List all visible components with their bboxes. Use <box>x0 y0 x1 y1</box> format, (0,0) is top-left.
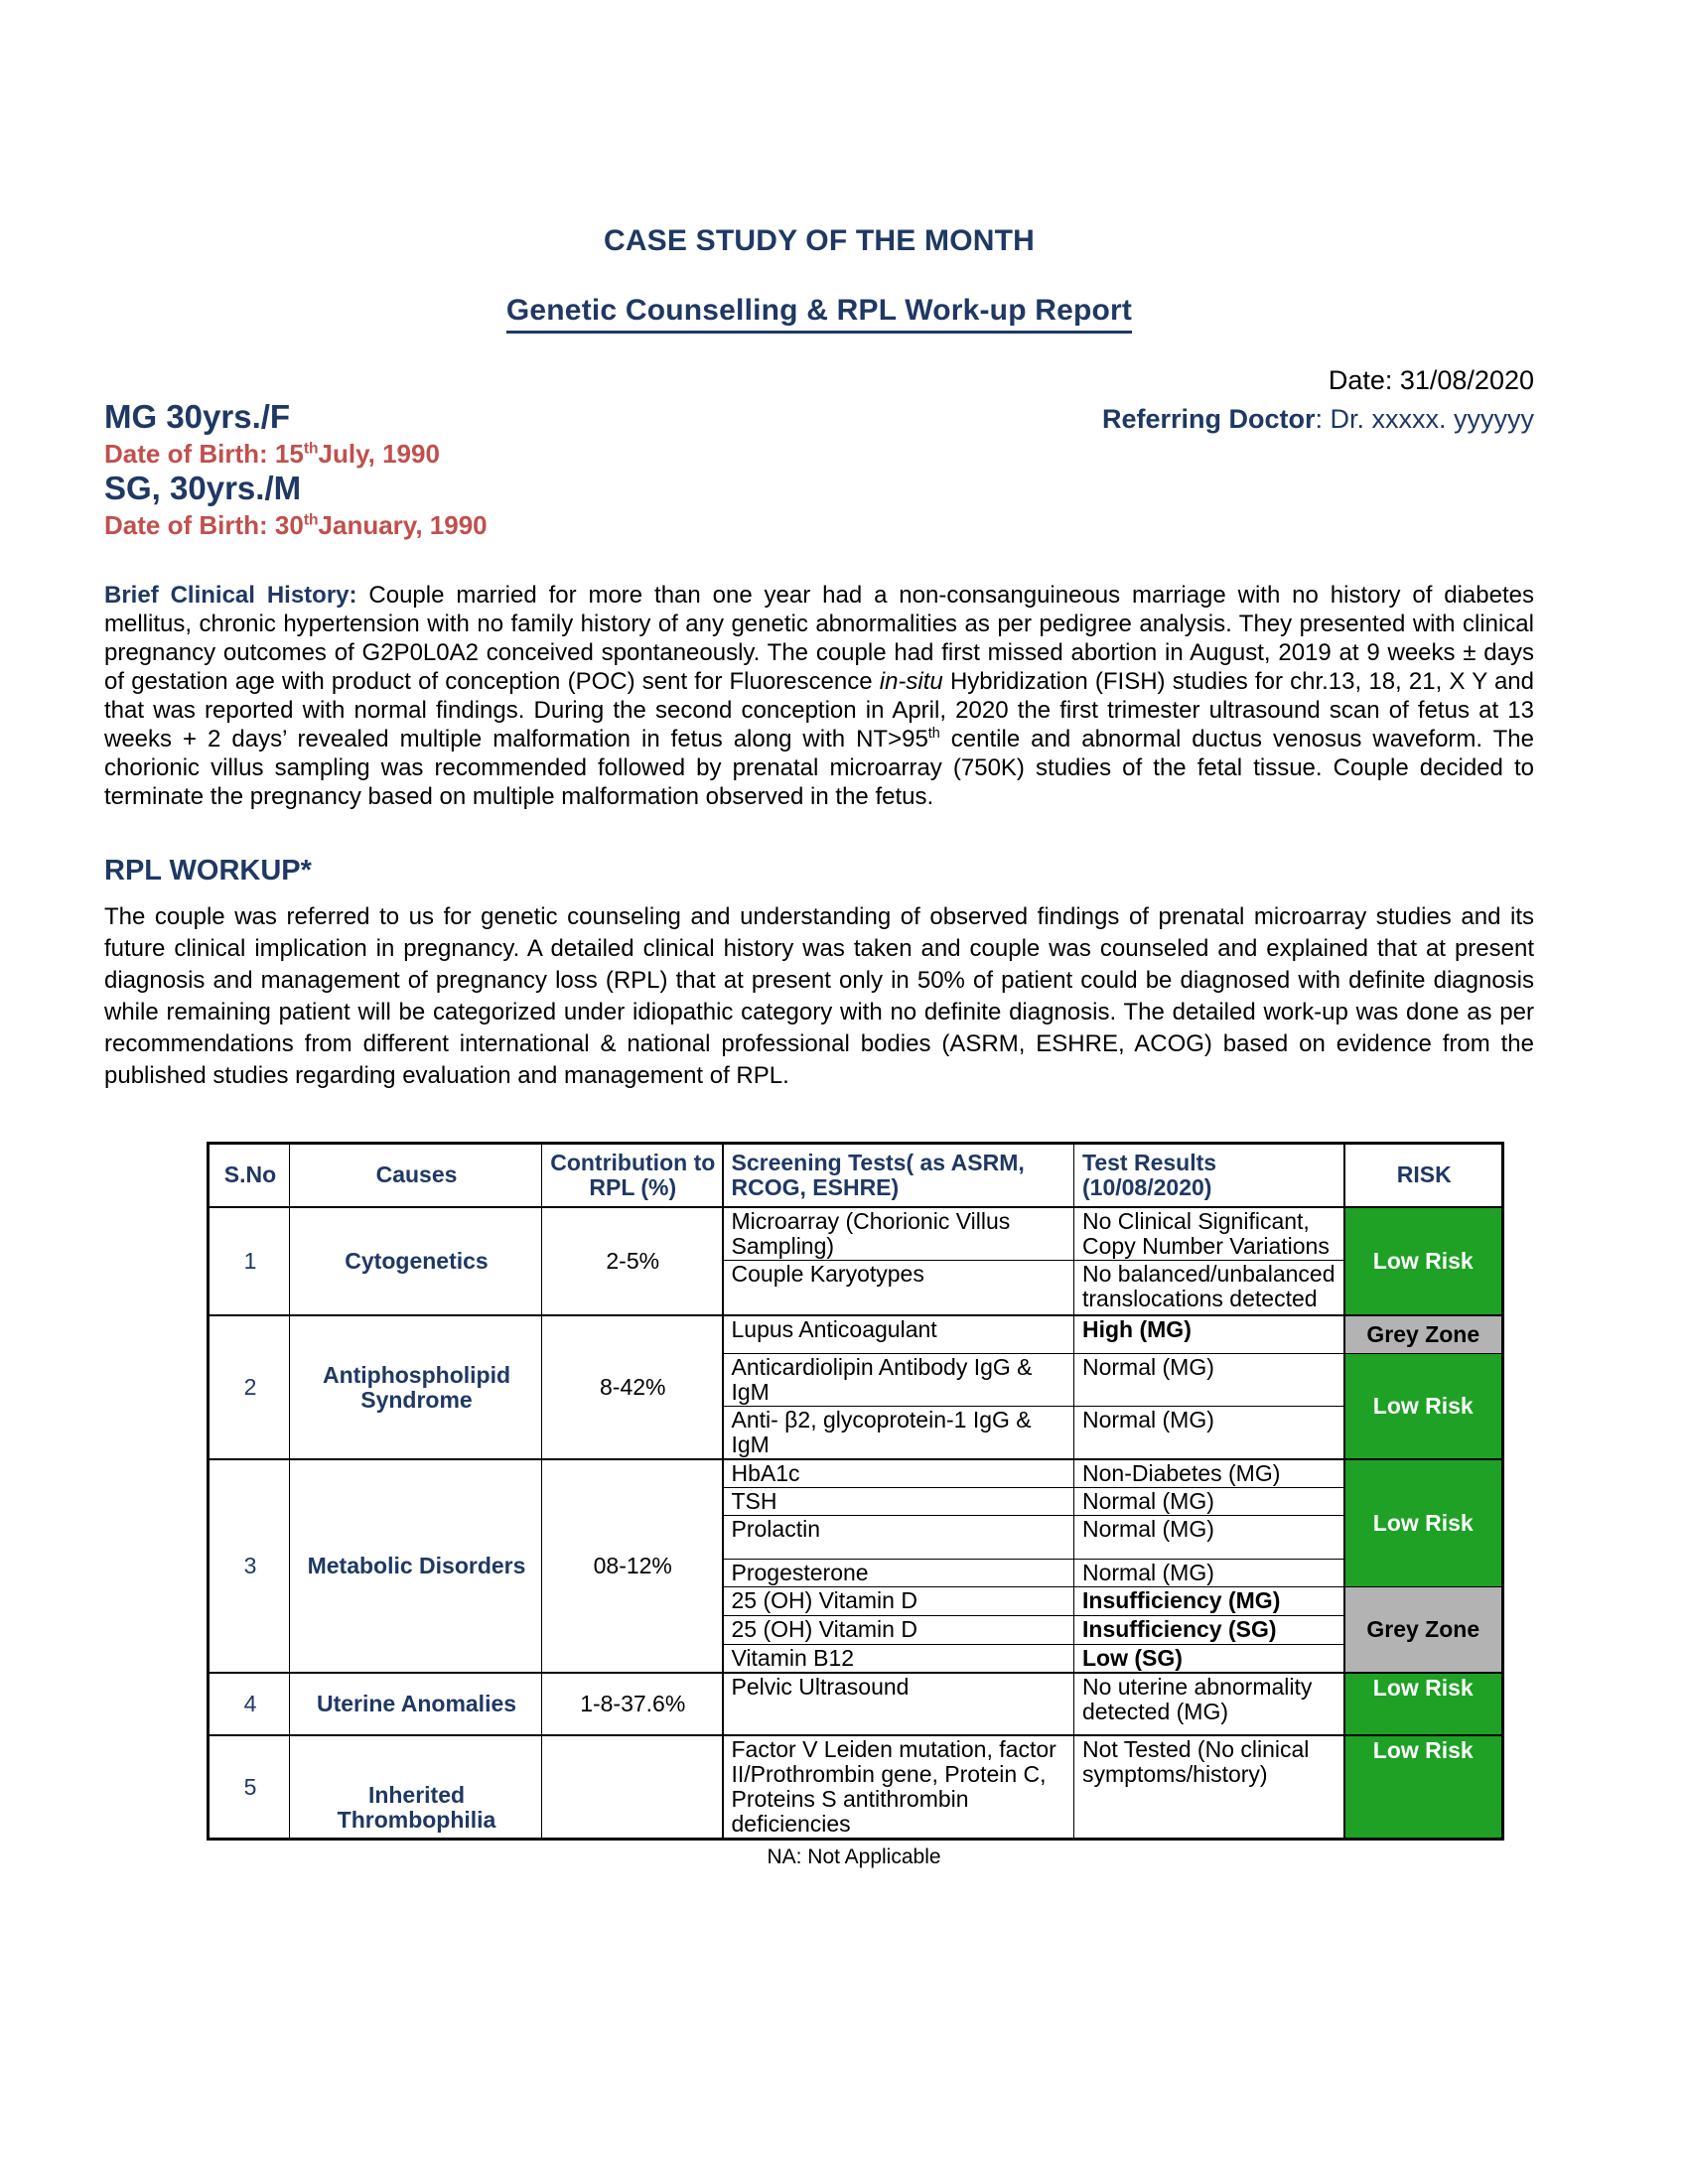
table-row <box>209 1673 1503 1735</box>
cell-test-result: Normal (MG) <box>1074 1406 1344 1459</box>
cell-contribution: 08-12% <box>542 1459 723 1673</box>
cell-risk: Low Risk <box>1344 1735 1503 1840</box>
cell-test-name: Pelvic Ultrasound <box>723 1673 1074 1735</box>
cell-test-name: Factor V Leiden mutation, factor II/Prothrombin gene, Protein C, Proteins S antithrombin deficiencies <box>723 1735 1074 1840</box>
header-cell-sno: S.No <box>209 1144 290 1207</box>
cell-test-result: No Clinical Significant, Copy Number Variations <box>1074 1207 1344 1261</box>
table-row <box>209 1735 1503 1840</box>
cell-cause: Metabolic Disorders <box>290 1459 542 1673</box>
rpl-workup-table-wrap <box>207 1142 1501 1869</box>
cell-risk: Low Risk <box>1344 1459 1503 1587</box>
patient1-dob-main: Date of Birth: 15 <box>104 439 304 469</box>
cell-test-name: Vitamin B12 <box>723 1645 1074 1674</box>
clinical-history-paragraph <box>104 581 1534 811</box>
cell-risk: Low Risk <box>1344 1207 1503 1316</box>
clinical-history-label: Brief Clinical History: <box>104 582 357 609</box>
rpl-workup-paragraph: The couple was referred to us for genetic counseling and understanding of observed findings of prenatal microarray studies and its future clinical implication in pregnancy. A detailed clinical history was taken and couple was counseled and explained that at present diagnosis and management of pregnancy loss (RPL) that at present only in 50% of patient could be diagnosed with definite diagnosis while remaining patient will be categorized under idiopathic category with no definite diagnosis. The detailed work-up was done as per recommendations from different international & national professional bodies (ASRM, ESHRE, ACOG) based on evidence from the published studies regarding evaluation and management of RPL. <box>104 903 1534 1089</box>
clinical-history-italic: in-situ <box>879 668 943 695</box>
cell-test-name: Microarray (Chorionic Villus Sampling) <box>723 1207 1074 1261</box>
cell-sno: 2 <box>209 1315 290 1459</box>
cell-sno: 4 <box>209 1673 290 1735</box>
cell-test-name: 25 (OH) Vitamin D <box>723 1616 1074 1645</box>
table-header-row <box>209 1144 1503 1207</box>
cell-test-name: Prolactin <box>723 1516 1074 1560</box>
superscript: th <box>303 511 319 529</box>
superscript: th <box>303 440 319 458</box>
report-subtitle: Genetic Counselling & RPL Work-up Report <box>506 294 1132 334</box>
cell-contribution: 8-42% <box>542 1315 723 1459</box>
rpl-workup-heading: RPL WORKUP* <box>104 855 312 887</box>
table-row <box>209 1459 1503 1488</box>
cell-test-name: TSH <box>723 1488 1074 1516</box>
cell-cause: Antiphospholipid Syndrome <box>290 1315 542 1459</box>
superscript: th <box>927 726 940 742</box>
cell-test-result: High (MG) <box>1074 1315 1344 1353</box>
cell-risk: Low Risk <box>1344 1353 1503 1459</box>
patient1-dob <box>104 439 1534 470</box>
cell-risk: Grey Zone <box>1344 1587 1503 1674</box>
header-cell-results: Test Results (10/08/2020) <box>1074 1144 1344 1207</box>
cell-test-result: Normal (MG) <box>1074 1488 1344 1516</box>
table-row <box>209 1207 1503 1261</box>
cell-contribution: 2-5% <box>542 1207 723 1316</box>
cell-sno: 3 <box>209 1459 290 1673</box>
patient1-name: MG 30yrs./F <box>104 398 291 435</box>
cell-test-result: Normal (MG) <box>1074 1516 1344 1560</box>
cell-test-name: Lupus Anticoagulant <box>723 1315 1074 1353</box>
cell-test-name: Progesterone <box>723 1560 1074 1587</box>
cell-test-result: No balanced/unbalanced translocations detected <box>1074 1260 1344 1315</box>
cell-contribution <box>542 1735 723 1840</box>
patient2-dob <box>104 510 1534 541</box>
referring-doctor <box>1102 404 1534 435</box>
cell-test-result: No uterine abnormality detected (MG) <box>1074 1673 1344 1735</box>
header-cell-risk: RISK <box>1344 1144 1503 1207</box>
cell-sno: 1 <box>209 1207 290 1316</box>
referring-doctor-label: Referring Doctor <box>1101 404 1316 434</box>
report-title: CASE STUDY OF THE MONTH <box>603 224 1036 257</box>
patient2-dob-main: Date of Birth: 30 <box>104 510 304 540</box>
cell-test-name: Couple Karyotypes <box>723 1260 1074 1315</box>
report-subtitle-row <box>104 294 1534 334</box>
clinical-history-text-3: centile and abnormal ductus venosus waveform. The chorionic villus sampling was recommended followed by prenatal microarray (750K) studies of the fetal tissue. Couple decided to terminate the pregnancy based on multiple malformation observed in the fetus. <box>104 726 1534 810</box>
cell-test-name: Anticardiolipin Antibody IgG & IgM <box>723 1353 1074 1406</box>
cell-contribution: 1-8-37.6% <box>542 1673 723 1735</box>
report-date: Date: 31/08/2020 <box>1328 365 1534 395</box>
table-row <box>209 1315 1503 1353</box>
cell-test-result: Not Tested (No clinical symptoms/history) <box>1074 1735 1344 1840</box>
cell-test-result: Normal (MG) <box>1074 1353 1344 1406</box>
cell-cause: Inherited Thrombophilia <box>290 1735 542 1840</box>
cell-risk: Low Risk <box>1344 1673 1503 1735</box>
header-cell-causes: Causes <box>290 1144 542 1207</box>
rpl-workup-table <box>207 1142 1504 1841</box>
referring-doctor-value: : Dr. xxxxx. yyyyyy <box>1315 404 1534 434</box>
clinical-history-text-1: Couple married for more than one year had a non-consanguineous marriage with no history of diabetes mellitus, chronic hypertension with no family history of any genetic abnormalities as per pedigree analysis. They presented with clinical pregnancy outcomes of G2P0L0A2 conceived spontaneously. The couple had first missed abortion in August, 2019 at 9 weeks ± days of gestation age with product of conception (POC) sent for Fluorescence <box>104 582 1534 695</box>
cell-test-name: HbA1c <box>723 1459 1074 1488</box>
cell-test-result: Non-Diabetes (MG) <box>1074 1459 1344 1488</box>
patient2-name: SG, 30yrs./M <box>104 470 302 506</box>
header-cell-screening: Screening Tests( as ASRM, RCOG, ESHRE) <box>723 1144 1074 1207</box>
patient2-dob-rest: January, 1990 <box>318 510 488 540</box>
clinical-history-text-2: Hybridization (FISH) studies for chr.13, 18, 21, X Y and that was reported with normal findings. During the second conception in April, 2020 the first trimester ultrasound scan of fetus at 13 weeks + 2 days’ revealed multiple malformation in fetus along with NT>95 <box>104 668 1535 752</box>
cell-risk: Grey Zone <box>1344 1315 1503 1353</box>
cell-test-result: Normal (MG) <box>1074 1560 1344 1587</box>
table-footnote: NA: Not Applicable <box>767 1845 941 1868</box>
cell-test-name: 25 (OH) Vitamin D <box>723 1587 1074 1616</box>
header-cell-contribution: Contribution to RPL (%) <box>542 1144 723 1207</box>
cell-cause: Cytogenetics <box>290 1207 542 1316</box>
cell-cause: Uterine Anomalies <box>290 1673 542 1735</box>
cell-sno: 5 <box>209 1735 290 1840</box>
cell-test-result: Insufficiency (SG) <box>1074 1616 1344 1645</box>
patient1-row <box>104 398 1534 436</box>
cell-test-result: Low (SG) <box>1074 1645 1344 1674</box>
cell-test-name: Anti- β2, glycoprotein-1 IgG & IgM <box>723 1406 1074 1459</box>
cell-test-result: Insufficiency (MG) <box>1074 1587 1344 1616</box>
patient1-dob-rest: July, 1990 <box>318 439 440 469</box>
